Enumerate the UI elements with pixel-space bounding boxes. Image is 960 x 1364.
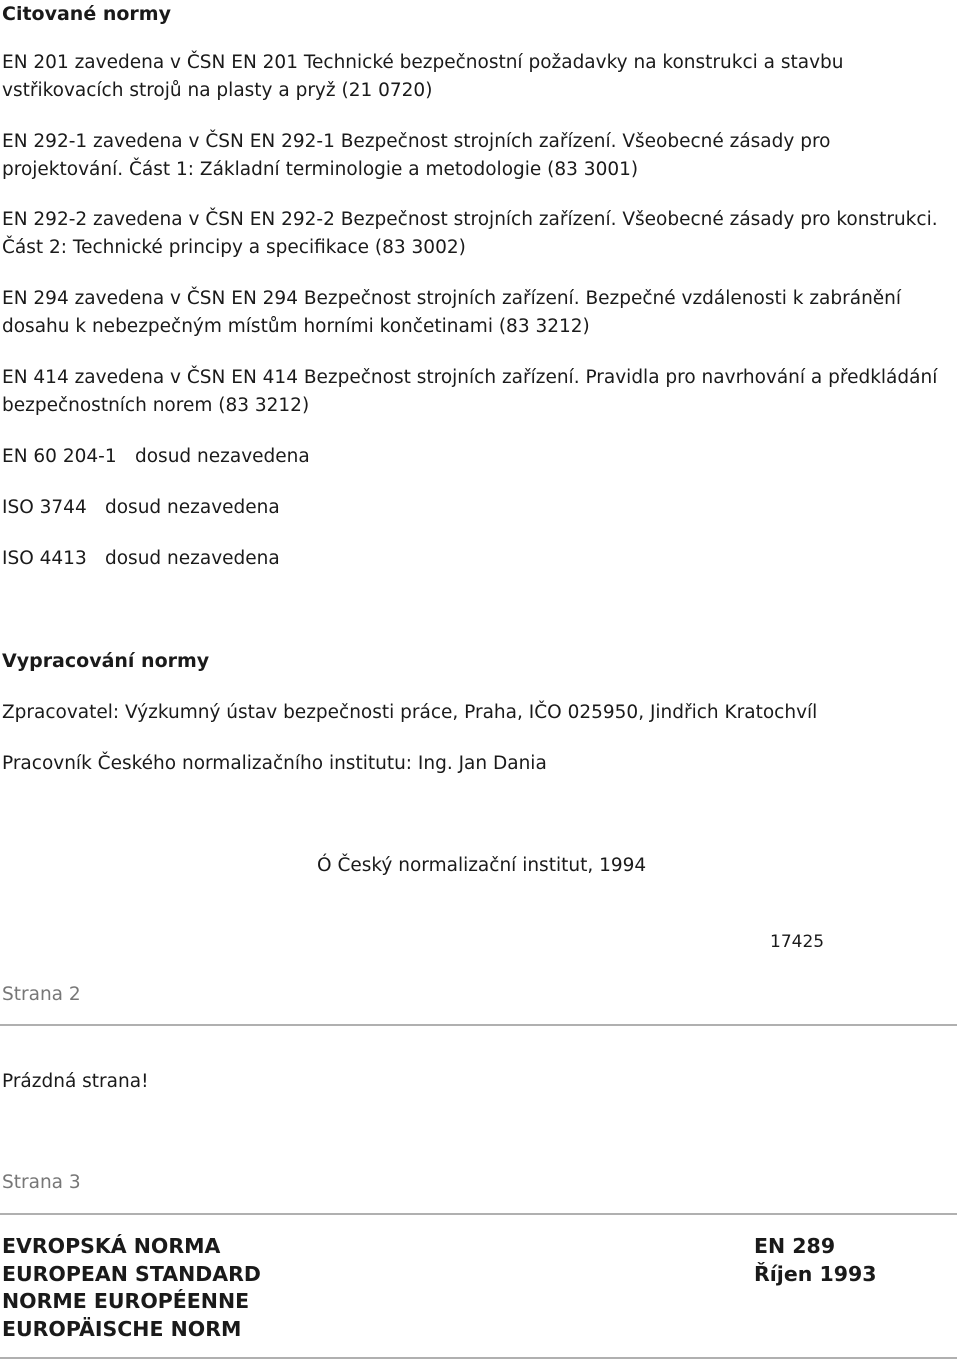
prepared-heading: Vypracování normy (2, 650, 210, 672)
title-cz: EVROPSKÁ NORMA (2, 1234, 221, 1258)
cited-entry-en292-2 (2, 206, 938, 262)
blank-page-note: Prázdná strana! (2, 1071, 149, 1092)
standard-status: dosud nezavedena (105, 548, 280, 569)
entry-line: EN 292-2 zavedena v ČSN EN 292-2 Bezpečnost strojních zařízení. Všeobecné zásady pro konstrukci. (2, 209, 938, 230)
cited-standards-heading: Citované normy (2, 3, 171, 25)
standard-code: ISO 3744 (2, 497, 87, 518)
cited-entry-en201 (2, 49, 844, 105)
standard-status: dosud nezavedena (105, 497, 280, 518)
entry-line: projektování. Část 1: Základní terminologie a metodologie (83 3001) (2, 159, 639, 180)
cited-entry-en414 (2, 364, 937, 420)
not-adopted-row (2, 545, 280, 573)
title-fr: NORME EUROPÉENNE (2, 1289, 250, 1313)
entry-line: Část 2: Technické principy a specifikace (83 3002) (2, 237, 466, 258)
page-divider (0, 1024, 957, 1026)
entry-line: EN 292-1 zavedena v ČSN EN 292-1 Bezpečnost strojních zařízení. Všeobecné zásady pro (2, 131, 831, 152)
page-label-2: Strana 2 (2, 984, 81, 1005)
standard-titles (2, 1233, 261, 1343)
norm-date: Říjen 1993 (754, 1261, 877, 1286)
page-divider (0, 1357, 957, 1359)
cited-entry-en292-1 (2, 128, 830, 184)
standard-status: dosud nezavedena (135, 446, 310, 467)
page-divider (0, 1213, 957, 1215)
entry-line: dosahu k nebezpečným místům horními končetinami (83 3212) (2, 316, 590, 337)
entry-line: bezpečnostních norem (83 3212) (2, 395, 310, 416)
entry-line: EN 294 zavedena v ČSN EN 294 Bezpečnost strojních zařízení. Bezpečné vzdálenosti k zabránění (2, 288, 902, 309)
standard-code: EN 60 204-1 (2, 446, 117, 467)
not-adopted-row (2, 494, 280, 522)
norm-identification (754, 1233, 877, 1288)
cited-entry-en294 (2, 285, 901, 341)
title-de: EUROPÄISCHE NORM (2, 1316, 242, 1341)
page-label-3: Strana 3 (2, 1172, 81, 1193)
title-en: EUROPEAN STANDARD (2, 1261, 261, 1286)
entry-line: EN 201 zavedena v ČSN EN 201 Technické bezpečnostní požadavky na konstrukci a stavbu (2, 52, 844, 73)
copyright-line: Ó Český normalizační institut, 1994 (317, 855, 647, 876)
entry-line: EN 414 zavedena v ČSN EN 414 Bezpečnost strojních zařízení. Pravidla pro navrhování a předkládání (2, 367, 938, 388)
document-number: 17425 (770, 932, 825, 952)
entry-line: vstřikovacích strojů na plasty a pryž (21 0720) (2, 80, 433, 101)
standard-code: ISO 4413 (2, 548, 87, 569)
worker-line: Pracovník Českého normalizačního institutu: Ing. Jan Dania (2, 753, 547, 774)
not-adopted-row (2, 443, 310, 471)
norm-number: EN 289 (754, 1234, 836, 1258)
processor-line: Zpracovatel: Výzkumný ústav bezpečnosti práce, Praha, IČO 025950, Jindřich Kratochvíl (2, 702, 818, 723)
